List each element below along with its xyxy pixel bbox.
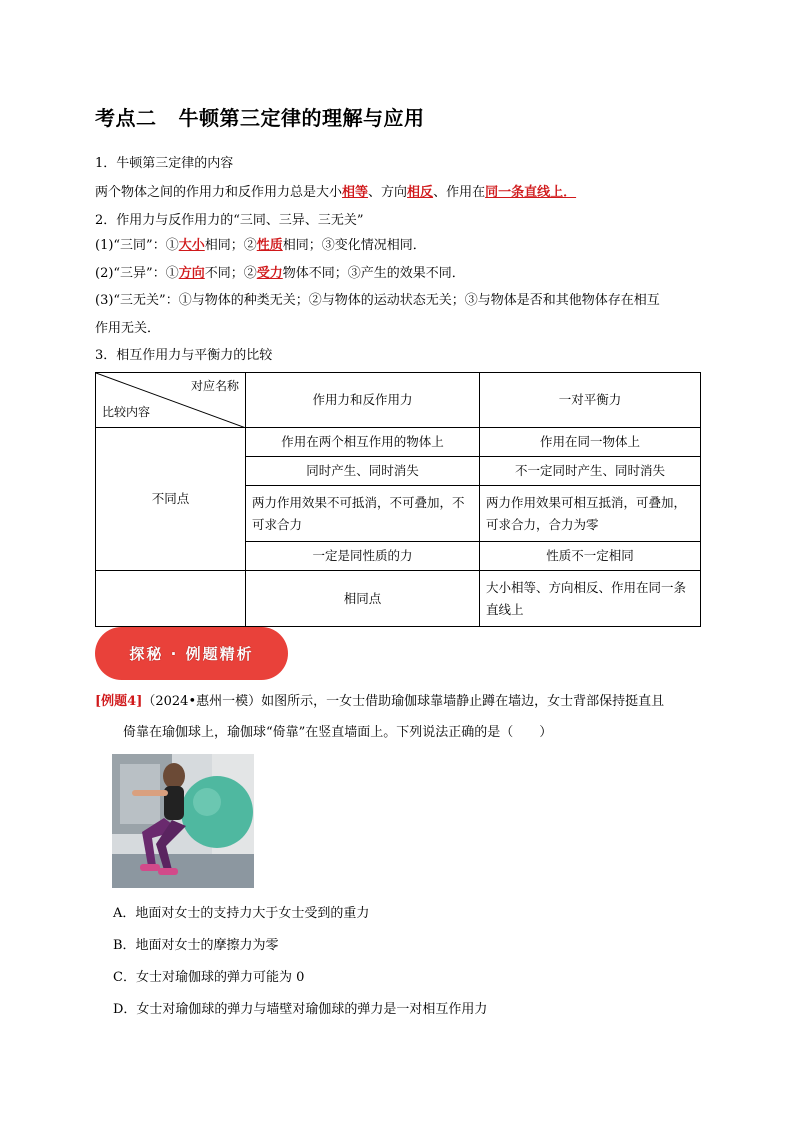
table-corner: 对应名称 比较内容 [96, 373, 246, 428]
section-banner: 探秘 · 例题精析 [95, 627, 288, 680]
comparison-table [95, 372, 701, 627]
woman-yoga-ball-illustration [112, 754, 254, 888]
table-cell: 作用在两个相互作用的物体上 [246, 428, 480, 457]
three-same: (1)“三同”：①大小相同；②性质相同；③变化情况相同． [95, 238, 426, 253]
table-header-col2: 一对平衡力 [480, 373, 701, 428]
page-title: 考点二 牛顿第三定律的理解与应用 [95, 106, 425, 130]
yoga-ball-photo [112, 754, 254, 888]
option-b: B．地面对女士的摩擦力为零 [113, 938, 279, 953]
table-same-label: 相同点 [246, 571, 480, 627]
question-tag: [例题4] [95, 694, 143, 709]
option-a: A．地面对女士的支持力大于女士受到的重力 [113, 906, 370, 921]
table-cell: 性质不一定相同 [480, 542, 701, 571]
three-diff: (2)“三异”：①方向不同；②受力物体不同；③产生的效果不同． [95, 266, 465, 281]
table-cell: 同时产生、同时消失 [246, 457, 480, 486]
table-cell: 两力作用效果不可抵消，不可叠加，不可求合力 [246, 486, 480, 542]
table-cell: 一定是同性质的力 [246, 542, 480, 571]
table-cell: 作用在同一物体上 [480, 428, 701, 457]
option-c: C．女士对瑜伽球的弹力可能为 0 [113, 970, 305, 985]
section1-content: 两个物体之间的作用力和反作用力总是大小相等、方向相反、作用在同一条直线上． [95, 185, 577, 200]
table-empty-cell [96, 571, 246, 627]
section2-title: 2．作用力与反作用力的“三同、三异、三无关” [95, 213, 364, 228]
option-d: D．女士对瑜伽球的弹力与墙壁对瑜伽球的弹力是一对相互作用力 [113, 1002, 488, 1017]
table-header-col1: 作用力和反作用力 [246, 373, 480, 428]
table-cell: 不一定同时产生、同时消失 [480, 457, 701, 486]
three-unrelated-line2: 作用无关． [95, 321, 161, 336]
table-diff-label: 不同点 [96, 428, 246, 571]
table-cell: 两力作用效果可相互抵消，可叠加，可求合力，合力为零 [480, 486, 701, 542]
table-same-value: 大小相等、方向相反、作用在同一条直线上 [480, 571, 701, 627]
question-line2: 倚靠在瑜伽球上，瑜伽球“倚靠”在竖直墙面上。下列说法正确的是（ ） [123, 725, 553, 740]
section3-title: 3．相互作用力与平衡力的比较 [95, 348, 273, 363]
three-unrelated-line1: (3)“三无关”：①与物体的种类无关；②与物体的运动状态无关；③与物体是否和其他物体存在相互 [95, 293, 660, 308]
question-line1: [例题4]（2024•惠州一模）如图所示，一女士借助瑜伽球靠墙静止蹲在墙边，女士背部保持挺直且 [95, 694, 665, 709]
section1-title: 1．牛顿第三定律的内容 [95, 156, 234, 171]
